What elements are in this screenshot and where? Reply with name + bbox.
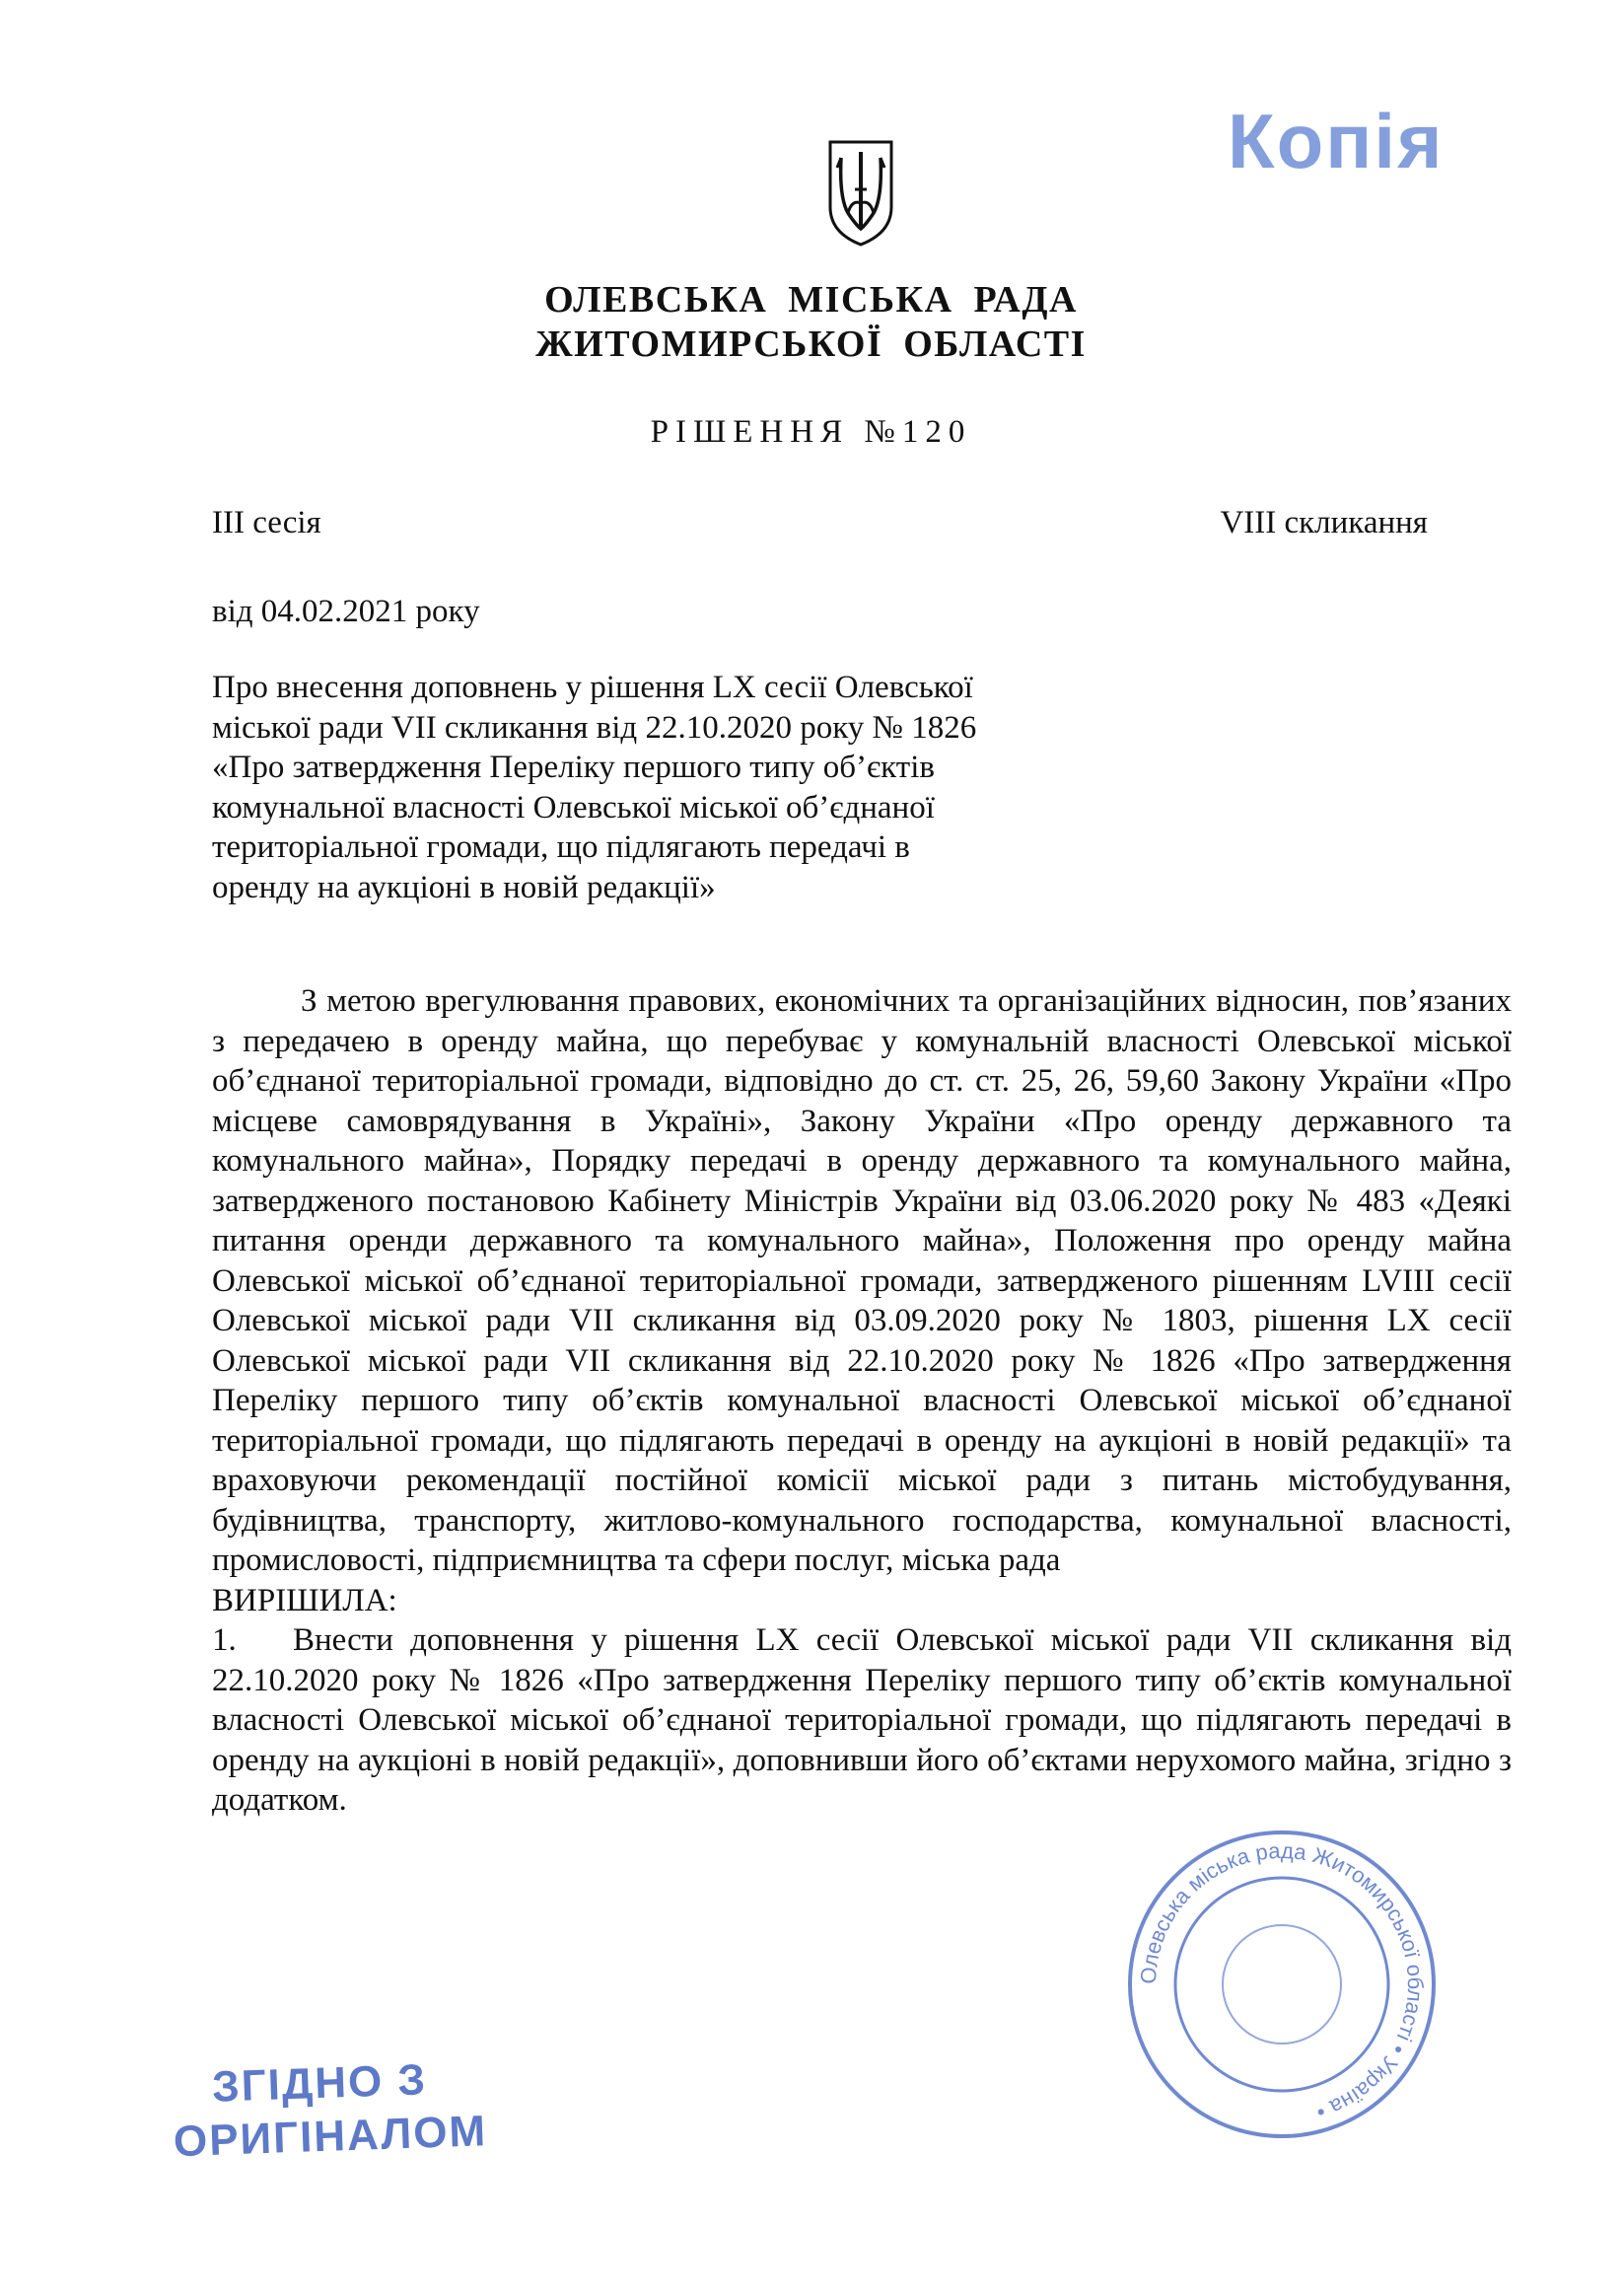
item-text: Внести доповнення у рішення LX сесії Олевської міської ради VІІ скликання від 22.10.2020 року № 1826 «Про затвердження Переліку першого типу об’єктів комунальної власності Олевської міської об’єднаної територіальної громади, що підлягають передачі в оренду на аукціоні в новій редакції», доповнивши його об’єктами нерухомого майна, згідно з додатком.: [212, 1622, 1512, 1818]
subject-line: міської ради VІІ скликання від 22.10.2020 року № 1826: [212, 709, 977, 746]
subject-line: комунальної власності Олевської міської об’єднаної: [212, 789, 935, 825]
seal-text: Олевська міська рада Житомирської області • Україна •: [1135, 1837, 1429, 2125]
trident-coat-of-arms-icon: [826, 138, 895, 249]
copy-stamp: Копія: [1228, 98, 1445, 184]
subject-line: територіальної громади, що підлягають передачі в: [212, 829, 910, 865]
subject-line: Про внесення доповнень у рішення LX сесії Олевської: [212, 670, 973, 705]
official-seal-icon: [1124, 1827, 1440, 2142]
subject-line: «Про затвердження Переліку першого типу об’єктів: [212, 750, 935, 785]
subject-line: оренду на аукціоні в новій редакції»: [212, 869, 716, 905]
council-name: ОЛЕВСЬКА МІСЬКА РАДА: [544, 279, 1078, 321]
session-label: ІІІ сесія: [212, 505, 321, 540]
decision-title: РІШЕННЯ №120: [650, 414, 972, 450]
region-name: ЖИТОМИРСЬКОЇ ОБЛАСТІ: [535, 323, 1087, 365]
stamp-line: ЗГІДНО З: [211, 2055, 428, 2112]
svg-text:Олевська міська рада Житомирсь: [1136, 1838, 1428, 2125]
resolved-heading: ВИРІШИЛА:: [212, 1582, 397, 1618]
decision-date: від 04.02.2021 року: [212, 594, 480, 629]
decision-body: [212, 981, 1512, 1821]
item-number: 1.: [212, 1622, 237, 1658]
convocation-label: VIII скликання: [1220, 505, 1428, 540]
decision-subject: [212, 668, 1119, 907]
certified-copy-stamp: [171, 2052, 488, 2169]
preamble-paragraph: З метою врегулювання правових, економічних та організаційних відносин, пов’язаних з передачею в оренду майна, що перебуває у комунальній власності Олевської міської об’єднаної територіальної громади, відповідно до ст. ст. 25, 26, 59,60 Закону України «Про місцеве самоврядування в Україні», Закону України «Про оренду державного та комунального майна», Порядку передачі в оренду державного та комунального майна, затвердженого постановою Кабінету Міністрів України від 03.06.2020 року № 483 «Деякі питання оренди державного та комунального майна», Положення про оренду майна Олевської міської об’єднаної територіальної громади, затвердженого рішенням LVIII сесії Олевської міської ради VІІ скликання від 03.09.2020 року № 1803, рішення LX сесії Олевської міської ради VІІ скликання від 22.10.2020 року № 1826 «Про затвердження Переліку першого типу об’єктів комунальної власності Олевської міської об’єднаної територіальної громади, що підлягають передачі в оренду на аукціоні в новій редакції» та враховуючи рекомендації постійної комісії міської ради з питань містобудування, будівництва, транспорту, житлово-комунального господарства, комунальної власності, промисловості, підприємництва та сфери послуг, міська рада: [212, 983, 1512, 1578]
stamp-line: ОРИГІНАЛОМ: [173, 2107, 488, 2167]
resolution-item: [212, 1620, 1512, 1821]
